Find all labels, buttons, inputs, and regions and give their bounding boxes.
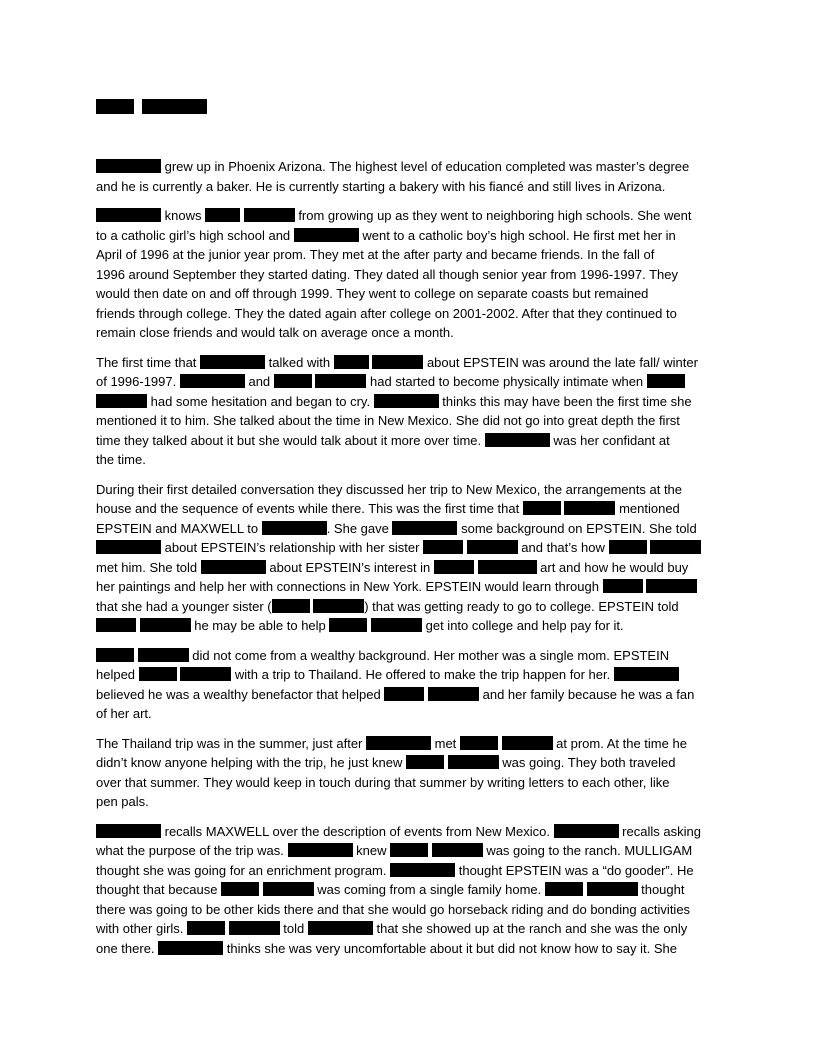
redaction-block	[554, 824, 619, 838]
text-segment: was going to the ranch. MULLIGAM	[482, 843, 693, 858]
text-segment: believed he was a wealthy benefactor that helped	[96, 686, 385, 702]
text-segment: get into college and help pay for it.	[422, 618, 624, 633]
text-line	[96, 480, 682, 500]
redaction-block	[221, 882, 259, 896]
text-segment: over that summer. They would keep in touch during that summer by writing letters to each other, like	[96, 774, 670, 790]
text-segment: the time.	[96, 452, 146, 467]
text-segment: about EPSTEIN’s relationship with her sister	[161, 540, 424, 555]
text-line	[96, 646, 669, 666]
text-line	[96, 177, 665, 197]
redaction-block	[96, 99, 134, 114]
redaction-block	[614, 667, 679, 681]
text-segment: of 1996-1997.	[96, 374, 180, 389]
text-segment: would then date on and off through 1999. They went to college on separate coasts but remained	[96, 286, 649, 301]
text-segment: thought	[637, 882, 685, 897]
text-line	[96, 392, 692, 412]
redaction-block	[478, 560, 537, 574]
text-segment: remain close friends and would talk on average once a month.	[96, 325, 454, 340]
redaction-block	[392, 521, 457, 535]
redaction-block	[448, 755, 499, 769]
text-line	[96, 773, 670, 793]
redaction-block	[272, 599, 310, 613]
text-segment: was coming from a single family home.	[313, 882, 545, 897]
text-segment: with a trip to Thailand. He offered to make the trip happen for her.	[231, 667, 614, 682]
text-segment: some background on EPSTEIN. She told	[457, 520, 697, 536]
text-segment: thought that because	[96, 882, 222, 897]
text-segment: that she showed up at the ranch and she was the only	[372, 921, 688, 936]
redaction-block	[313, 599, 364, 613]
text-segment: of her art.	[96, 706, 152, 721]
redaction-block	[587, 882, 638, 896]
redaction-block	[329, 618, 367, 632]
text-segment: EPSTEIN and MAXWELL to	[96, 520, 262, 536]
text-line	[96, 577, 697, 597]
redaction-block	[390, 863, 455, 877]
redaction-block	[390, 843, 428, 857]
redaction-block	[201, 560, 266, 574]
redaction-block	[502, 736, 553, 750]
text-segment: mentioned it to him. She talked about the time in New Mexico. She did not go into great depth the first	[96, 413, 680, 428]
text-segment: was her confidant at	[549, 432, 670, 448]
redaction-block	[603, 579, 643, 593]
redaction-block	[96, 824, 161, 838]
text-line	[96, 919, 687, 939]
redaction-block	[428, 687, 479, 701]
redaction-block	[263, 882, 314, 896]
text-segment: April of 1996 at the junior year prom. They met at the after party and became friends. In the fall of	[96, 247, 655, 262]
text-segment: met him. She told	[96, 559, 201, 575]
text-line	[96, 861, 694, 881]
redaction-block	[372, 355, 423, 369]
text-line	[96, 538, 701, 558]
text-line	[96, 353, 698, 373]
text-segment: time they talked about it but she would talk about it more over time.	[96, 432, 485, 448]
text-line	[96, 900, 690, 920]
redaction-block	[485, 433, 550, 447]
text-segment: knew	[352, 843, 391, 858]
text-segment: thinks this may have been the first time she	[438, 393, 692, 409]
text-segment: 1996 around September they started dating. They dated all though senior year from 1996-1997. They	[96, 266, 679, 282]
text-segment: that she had a younger sister (	[96, 598, 272, 614]
text-segment: told	[279, 921, 308, 936]
text-segment: The Thailand trip was in the summer, just after	[96, 735, 366, 751]
text-segment: didn’t know anyone helping with the trip, he just knew	[96, 755, 407, 770]
redaction-block	[262, 521, 327, 535]
text-segment: and	[244, 374, 274, 389]
redaction-block	[138, 648, 189, 662]
text-line	[96, 616, 624, 636]
redaction-block	[142, 99, 207, 114]
redaction-block	[96, 208, 161, 222]
text-segment: art and how he would buy	[536, 559, 689, 575]
text-line	[96, 372, 685, 392]
text-line	[96, 665, 679, 685]
redaction-block	[315, 374, 366, 388]
text-segment: with other girls.	[96, 921, 188, 936]
redaction-block	[647, 374, 685, 388]
text-line	[96, 431, 670, 451]
redaction-block	[96, 618, 136, 632]
redaction-block	[96, 159, 161, 173]
redaction-block	[334, 355, 369, 369]
redaction-block	[423, 540, 463, 554]
redaction-block	[564, 501, 615, 515]
text-line	[96, 411, 680, 431]
redaction-block	[96, 648, 134, 662]
redaction-block	[180, 667, 231, 681]
redaction-block	[294, 228, 359, 242]
redaction-block	[158, 941, 223, 955]
text-segment: to a catholic girl’s high school and	[96, 227, 294, 243]
redaction-block	[467, 540, 518, 554]
text-line	[96, 841, 692, 861]
text-segment: knows	[161, 208, 206, 223]
redaction-block	[609, 540, 647, 554]
text-segment: friends through college. They the dated again after college on 2001-2002. After that they continued to	[96, 305, 677, 321]
text-segment: . She gave	[326, 520, 393, 536]
text-segment: recalls MAXWELL over the description of events from New Mexico.	[161, 823, 554, 839]
text-segment: and her family because he was a fan	[479, 686, 695, 702]
text-segment: had started to become physically intimate when	[366, 374, 647, 389]
redaction-block	[96, 540, 161, 554]
text-segment: talked with	[265, 354, 334, 370]
text-segment: about EPSTEIN was around the late fall/ winter	[423, 354, 698, 370]
text-line	[96, 753, 675, 773]
redaction-block	[200, 355, 265, 369]
redaction-block	[96, 394, 147, 408]
redaction-block	[545, 882, 583, 896]
text-segment: mentioned	[615, 501, 680, 516]
redaction-block	[274, 374, 312, 388]
text-segment: helped	[96, 667, 139, 682]
redaction-block	[187, 921, 225, 935]
text-line	[96, 304, 677, 324]
text-line	[96, 597, 679, 617]
redaction-block	[646, 579, 697, 593]
text-segment: thought she was going for an enrichment program.	[96, 862, 391, 878]
text-line	[96, 206, 691, 226]
text-segment: was going. They both traveled	[498, 755, 676, 770]
text-segment: went to a catholic boy’s high school. He first met her in	[358, 227, 676, 243]
text-segment: and that’s how	[517, 540, 609, 555]
redaction-block	[406, 755, 444, 769]
text-segment: at prom. At the time he	[552, 735, 687, 751]
text-segment: ) that was getting ready to go to college. EPSTEIN told	[364, 598, 679, 614]
text-line	[96, 558, 688, 578]
text-segment: house and the sequence of events while there. This was the first time that	[96, 501, 523, 516]
text-segment: what the purpose of the trip was.	[96, 843, 288, 858]
text-segment: pen pals.	[96, 794, 149, 809]
text-line	[96, 939, 677, 959]
text-line	[96, 226, 676, 246]
text-line	[96, 284, 648, 304]
text-segment: and he is currently a baker. He is currently starting a bakery with his fiancé and still lives in Arizona.	[96, 178, 666, 194]
text-segment: thinks she was very uncomfortable about it but did not know how to say it. She	[223, 940, 677, 956]
redaction-block	[523, 501, 561, 515]
text-line	[96, 265, 678, 285]
redaction-block	[288, 843, 353, 857]
text-line	[96, 734, 687, 754]
text-segment: her paintings and help her with connections in New York. EPSTEIN would learn through	[96, 579, 603, 594]
redacted-header	[96, 99, 207, 114]
redaction-block	[139, 667, 177, 681]
text-segment: did not come from a wealthy background. Her mother was a single mom. EPSTEIN	[188, 647, 670, 663]
text-line	[96, 245, 654, 265]
text-segment: one there.	[96, 940, 159, 956]
text-line	[96, 685, 694, 705]
redaction-block	[371, 618, 422, 632]
text-segment: grew up in Phoenix Arizona. The highest level of education completed was master’s degree	[161, 159, 690, 174]
redaction-block	[434, 560, 474, 574]
text-segment: The first time that	[96, 354, 201, 370]
text-segment: from growing up as they went to neighboring high schools. She went	[294, 208, 692, 223]
text-segment: thought EPSTEIN was a “do gooder”. He	[455, 862, 694, 878]
text-line	[96, 519, 697, 539]
redaction-block	[244, 208, 295, 222]
text-line	[96, 880, 685, 900]
redaction-block	[460, 736, 498, 750]
redaction-block	[374, 394, 439, 408]
redaction-block	[140, 618, 191, 632]
redaction-block	[366, 736, 431, 750]
text-line	[96, 822, 701, 842]
text-segment: met	[431, 735, 460, 751]
text-line	[96, 450, 146, 470]
text-segment: there was going to be other kids there and that she would go horseback riding and do bonding activities	[96, 901, 691, 917]
text-line	[96, 499, 680, 519]
redaction-block	[180, 374, 245, 388]
text-line	[96, 323, 454, 343]
text-segment: had some hesitation and began to cry.	[147, 393, 374, 409]
redaction-block	[650, 540, 701, 554]
redaction-block	[205, 208, 240, 222]
text-line	[96, 157, 689, 177]
text-line	[96, 704, 152, 724]
text-line	[96, 792, 149, 812]
redaction-block	[229, 921, 280, 935]
text-segment: recalls asking	[618, 823, 701, 839]
text-segment: about EPSTEIN’s interest in	[265, 559, 434, 575]
redaction-block	[308, 921, 373, 935]
redaction-block	[384, 687, 424, 701]
redaction-block	[432, 843, 483, 857]
text-segment: During their first detailed conversation they discussed her trip to New Mexico, the arrangements at the	[96, 481, 683, 497]
text-segment: he may be able to help	[190, 618, 330, 633]
